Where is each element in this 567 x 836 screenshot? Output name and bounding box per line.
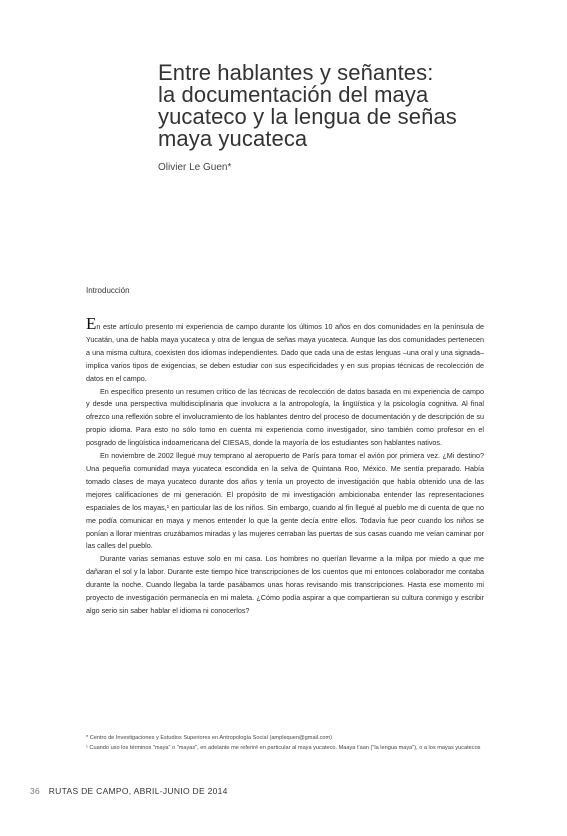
- footnote-author-affiliation: * Centro de Investigaciones y Estudios Superiores en Antropología Social (amplequen@gmail.com): [86, 735, 333, 741]
- article-author: Olivier Le Guen*: [158, 162, 232, 173]
- article-title-line-2: la documentación del maya: [158, 82, 429, 107]
- article-body: [86, 314, 484, 618]
- paragraph-2: En específico presento un resumen crítico de las técnicas de recolección de datos basada en mi experiencia de campo y desde una perspectiva multidisciplinaria que involucra a la antropología, la lingüística y la psicología cognitiva. Al final ofrezco una reflexión sobre el involucramiento de los hablantes dentro del proceso de documentación y de descripción de su propio idioma. Para esto no sólo tomo en cuenta mi experiencia como investigador, sino también como profesor en el posgrado de lingüística indoamericana del CIESAS, donde la mayoría de los estudiantes son hablantes nativos.: [86, 386, 484, 448]
- drop-cap: E: [86, 314, 97, 333]
- page-footer: [30, 786, 228, 796]
- footnote-1: ¹ Cuando uso los términos "maya" o "mayas", en adelante me referiré en particular al maya yucateco. Maaya t'aan ("la lengua maya"), o a los mayas yucatecos: [86, 744, 481, 751]
- paragraph-3: En noviembre de 2002 llegué muy temprano al aeropuerto de París para tomar el avión por primera vez. ¿Mi destino? Una pequeña comunidad maya yucateca escondida en la selva de Quintana Roo, México. Me sentía preparado. Había tomado clases de maya yucateco durante dos años y tenía un proyecto de investigación que había obtenido una de las mejores calificaciones de mi generación. El propósito de mi investigación ambicionaba entender las representaciones espaciales de los mayas,¹ en particular las de los niños. Sin embargo, cuando al fin llegué al pueblo me di cuenta de que no me podía comunicar en maya y menos entender lo que la gente decía entre ellos. Todavía fue peor cuando los niños se ponían a llorar mientras cruzábamos miradas y las mujeres cerraban las puertas de sus casas cuando me veían caminar por las calles del pueblo.: [86, 451, 484, 551]
- page-number: 36: [30, 786, 41, 796]
- article-title-line-3: yucateco y la lengua de señas: [158, 104, 457, 129]
- journal-running-title: RUTAS DE CAMPO, ABRIL-JUNIO DE 2014: [48, 786, 228, 796]
- paragraph-1-text: n este artículo presento mi experiencia de campo durante los últimos 10 años en dos comunidades en la península de Yucatán, una de habla maya yucateca y otra de lengua de señas maya yucateca. Aunque las dos comunidades pertenecen a una misma cultura, coexisten dos idiomas independientes. Dado que cada una de estas lenguas –una oral y una signada– implica varios tipos de exigencias, se deben estudiar con sus especificidades y en sus propias técnicas de recolección de datos en el campo.: [86, 322, 484, 383]
- article-header: [158, 62, 538, 173]
- article-title-line-1: Entre hablantes y señantes:: [158, 60, 434, 85]
- section-heading: Introducción: [86, 286, 130, 295]
- article-title-line-4: maya yucateca: [158, 126, 308, 151]
- footnotes: [86, 734, 486, 753]
- paragraph-1: [86, 314, 484, 386]
- paragraph-4: Durante varias semanas estuve solo en mi casa. Los hombres no querían llevarme a la milpa por miedo a que me dañaran el sol y la labor. Durante este tiempo hice transcripciones de los cuentos que mi entonces colaborador me contaba durante la noche. Cuando llegaba la tarde pasábamos unas horas revisando mis transcripciones. Hasta ese momento mi proyecto de investigación permanecía en mi maleta. ¿Cómo podía aspirar a que compartieran su cultura conmigo y escribir algo serio sin saber hablar el idioma ni conocerlos?: [86, 554, 484, 615]
